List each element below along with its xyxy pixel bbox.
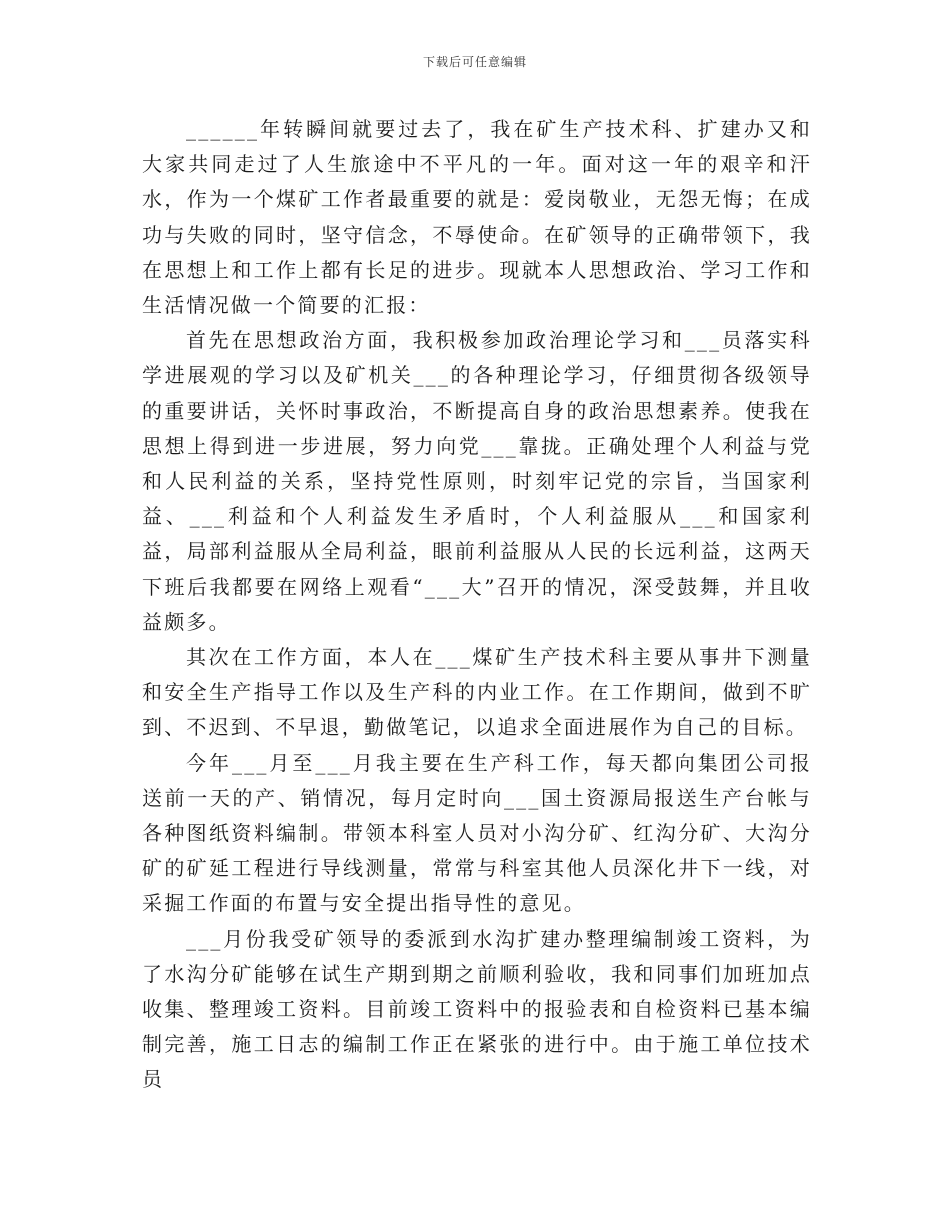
paragraph-3: 其次在工作方面，本人在___煤矿生产技术科主要从事井下测量和安全生产指导工作以及生产科的内业工作。在工作期间，做到不旷到、不迟到、不早退，勤做笔记，以追求全面进展作为自己的目标。 — [142, 645, 812, 740]
paragraph-2: 首先在思想政治方面，我积极参加政治理论学习和___员落实科学进展观的学习以及矿机关___的各种理论学习，仔细贯彻各级领导的重要讲话，关怀时事政治，不断提高自身的政治思想素养。使我在思想上得到进一步进展，努力向党___靠拢。正确处理个人利益与党和人民利益的关系，坚持党性原则，时刻牢记党的宗旨，当国家利益、___利益和个人利益发生矛盾时，个人利益服从___和国家利益，局部利益服从全局利益，眼前利益服从人民的长远利益，这两天下班后我都要在网络上观看“___大”召开的情况，深受鼓舞，并且收益颇多。 — [142, 328, 812, 634]
document-body — [142, 112, 812, 1098]
paragraph-5: ___月份我受矿领导的委派到水沟扩建办整理编制竣工资料，为了水沟分矿能够在试生产期到期之前顺利验收，我和同事们加班加点收集、整理竣工资料。目前竣工资料中的报验表和自检资料已基本编制完善，施工日志的编制工作正在紧张的进行中。由于施工单位技术员 — [142, 926, 812, 1092]
paragraph-4: 今年___月至___月我主要在生产科工作，每天都向集团公司报送前一天的产、销情况，每月定时向___国土资源局报送生产台帐与各种图纸资料编制。带领本科室人员对小沟分矿、红沟分矿、大沟分矿的矿延工程进行导线测量，常常与科室其他人员深化井下一线，对采掘工作面的布置与安全提出指导性的意见。 — [142, 750, 812, 916]
page-header: 下载后可任意编辑 — [422, 55, 527, 69]
paragraph-1: ______年转瞬间就要过去了，我在矿生产技术科、扩建办又和大家共同走过了人生旅途中不平凡的一年。面对这一年的艰辛和汗水，作为一个煤矿工作者最重要的就是：爱岗敬业，无怨无悔；在成功与失败的同时，坚守信念，不辱使命。在矿领导的正确带领下，我在思想上和工作上都有长足的进步。现就本人思想政治、学习工作和生活情况做一个简要的汇报： — [142, 117, 812, 318]
